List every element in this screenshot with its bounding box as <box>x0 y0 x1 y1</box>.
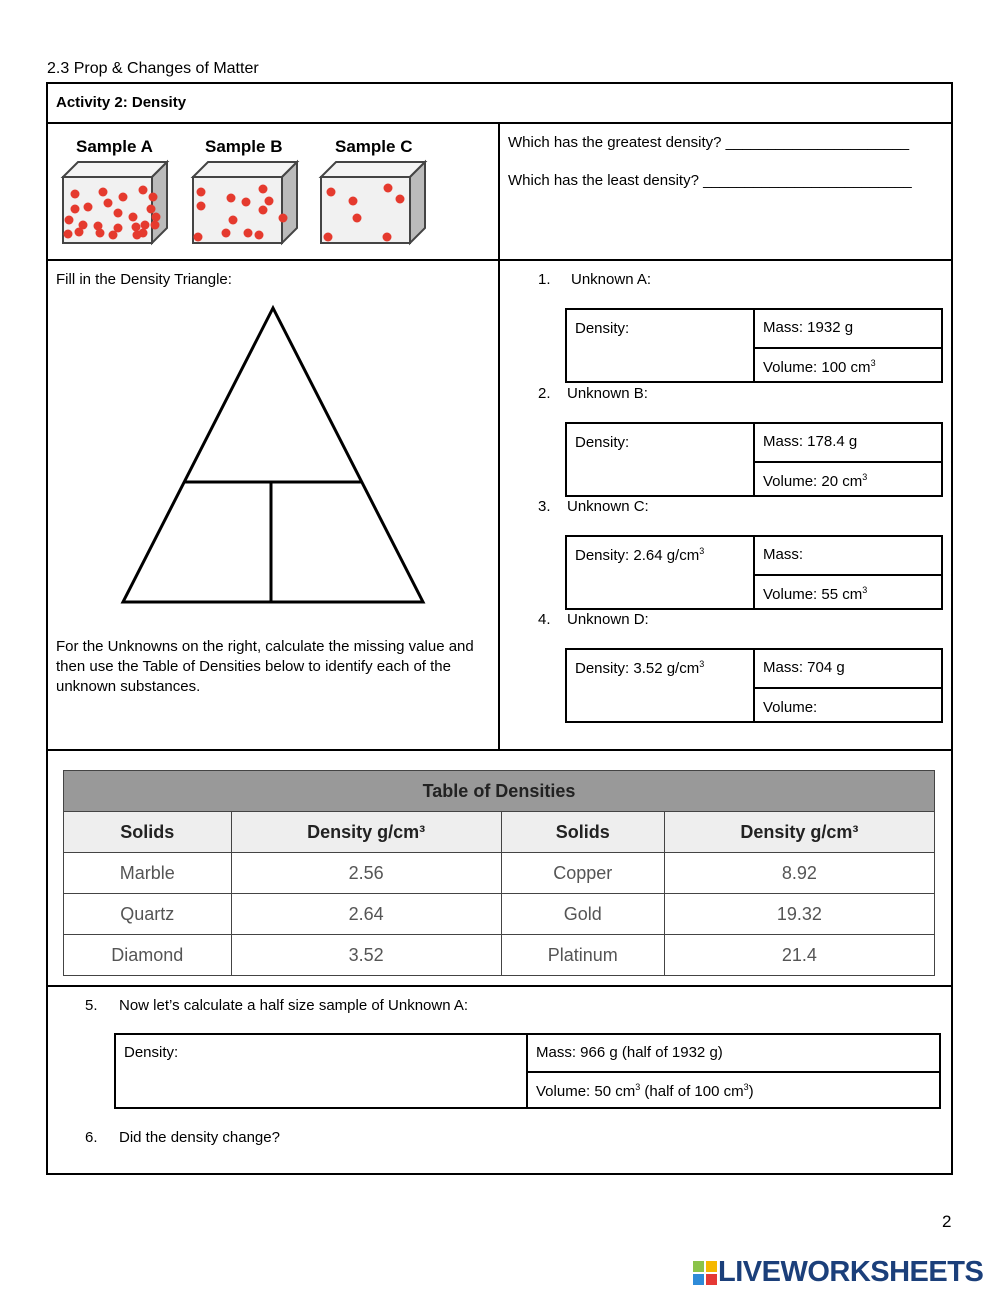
mass-field[interactable]: Mass: <box>763 546 804 563</box>
particle <box>151 221 160 230</box>
sample-box <box>321 162 425 243</box>
table-row: Quartz 2.64 Gold 19.32 <box>64 894 935 935</box>
particle <box>149 193 158 202</box>
particle <box>147 205 156 214</box>
sample-a-label: Sample A <box>76 137 153 156</box>
table-title: Table of Densities <box>64 771 935 812</box>
particle <box>139 186 148 195</box>
density-field[interactable]: Density: <box>575 320 630 337</box>
q5-density-field[interactable]: Density: <box>124 1044 179 1061</box>
particle <box>255 231 264 240</box>
col-header: Solids <box>64 812 232 853</box>
unknown-table <box>565 648 943 723</box>
unknown-number: 4. <box>538 611 551 628</box>
mass-field[interactable]: Mass: 1932 g <box>763 319 854 336</box>
particle <box>141 221 150 230</box>
particle <box>132 223 141 232</box>
particle <box>109 231 118 240</box>
logo-text: LIVEWORKSHEETS <box>718 1256 984 1288</box>
particle <box>197 188 206 197</box>
density-field[interactable]: Density: 3.52 $g/cm^3$ <box>575 659 705 677</box>
density-field[interactable]: Density: <box>575 434 630 451</box>
sample-box <box>193 162 297 243</box>
particle <box>227 194 236 203</box>
unknown-table <box>565 308 943 383</box>
particle <box>222 229 231 238</box>
particle <box>327 188 336 197</box>
unknown-table <box>565 422 943 497</box>
mass-field[interactable]: Mass: 704 g <box>763 659 845 676</box>
particle <box>324 233 333 242</box>
particle <box>259 185 268 194</box>
page-number: 2 <box>942 1212 952 1231</box>
q6-number: 6. <box>85 1129 98 1146</box>
density-field[interactable]: Density: 2.64 $g/cm^3$ <box>575 546 705 564</box>
triangle-label: Fill in the Density Triangle: <box>56 271 232 288</box>
unknown-number: 2. <box>538 385 551 402</box>
volume-field[interactable]: Volume: 100 $cm^3$ <box>763 358 876 376</box>
particle <box>104 199 113 208</box>
q5-text: Now let’s calculate a half size sample of Unknown A: <box>119 997 469 1014</box>
particle <box>119 193 128 202</box>
unknown-table <box>565 535 943 610</box>
sample-box <box>63 162 167 243</box>
particle <box>279 214 288 223</box>
particle <box>349 197 358 206</box>
sample-c-label: Sample C <box>335 137 413 156</box>
least-density-question[interactable]: Which has the least density? _________________________ <box>508 172 912 189</box>
particle <box>384 184 393 193</box>
particle <box>265 197 274 206</box>
logo-icon <box>693 1261 717 1285</box>
table-row: Marble 2.56 Copper 8.92 <box>64 853 935 894</box>
particle <box>152 213 161 222</box>
particle <box>75 228 84 237</box>
q5-mass: Mass: 966 g (half of 1932 g) <box>536 1044 723 1061</box>
greatest-density-question[interactable]: Which has the greatest density? ______________________ <box>508 134 910 151</box>
particle <box>65 216 74 225</box>
table-row: Diamond 3.52 Platinum 21.4 <box>64 935 935 976</box>
particle <box>96 229 105 238</box>
particle <box>71 205 80 214</box>
sample-b-label: Sample B <box>205 137 283 156</box>
unknown-label: Unknown A: <box>571 271 652 288</box>
q5-table <box>114 1033 941 1109</box>
unknown-number: 3. <box>538 498 551 515</box>
unknown-label: Unknown C: <box>567 498 649 515</box>
particle <box>259 206 268 215</box>
particle <box>383 233 392 242</box>
unknown-number: 1. <box>538 271 551 288</box>
particle <box>99 188 108 197</box>
volume-field[interactable]: Volume: 55 $cm^3$ <box>763 585 868 603</box>
q5-number: 5. <box>85 997 98 1014</box>
particle <box>244 229 253 238</box>
col-header: Density g/cm³ <box>231 812 501 853</box>
page-header: 2.3 Prop & Changes of Matter <box>47 60 259 77</box>
mass-field[interactable]: Mass: 178.4 g <box>763 433 858 450</box>
instructions: For the Unknowns on the right, calculate the missing value and then use the Table of Densities below to identify each of the unknown substances. <box>56 638 474 695</box>
col-header: Solids <box>501 812 664 853</box>
particle <box>71 190 80 199</box>
particle <box>229 216 238 225</box>
table-of-densities <box>63 770 935 976</box>
particle <box>129 213 138 222</box>
q5-volume: Volume: 50 $cm^3$ (half of 100 $cm^3$) <box>536 1082 754 1100</box>
volume-field[interactable]: Volume: 20 $cm^3$ <box>763 472 868 490</box>
particle <box>353 214 362 223</box>
particle <box>64 230 73 239</box>
liveworksheets-logo <box>693 1256 983 1289</box>
unknown-label: Unknown B: <box>567 385 648 402</box>
unknown-label: Unknown D: <box>567 611 649 628</box>
particle <box>114 209 123 218</box>
q6-text: Did the density change? <box>119 1129 280 1146</box>
col-header: Density g/cm³ <box>664 812 934 853</box>
volume-field[interactable]: Volume: <box>763 699 818 716</box>
particle <box>194 233 203 242</box>
particle <box>139 229 148 238</box>
density-triangle[interactable] <box>115 300 435 610</box>
activity-title: Activity 2: Density <box>56 94 187 111</box>
particle <box>84 203 93 212</box>
particle <box>242 198 251 207</box>
particle <box>197 202 206 211</box>
particle <box>396 195 405 204</box>
